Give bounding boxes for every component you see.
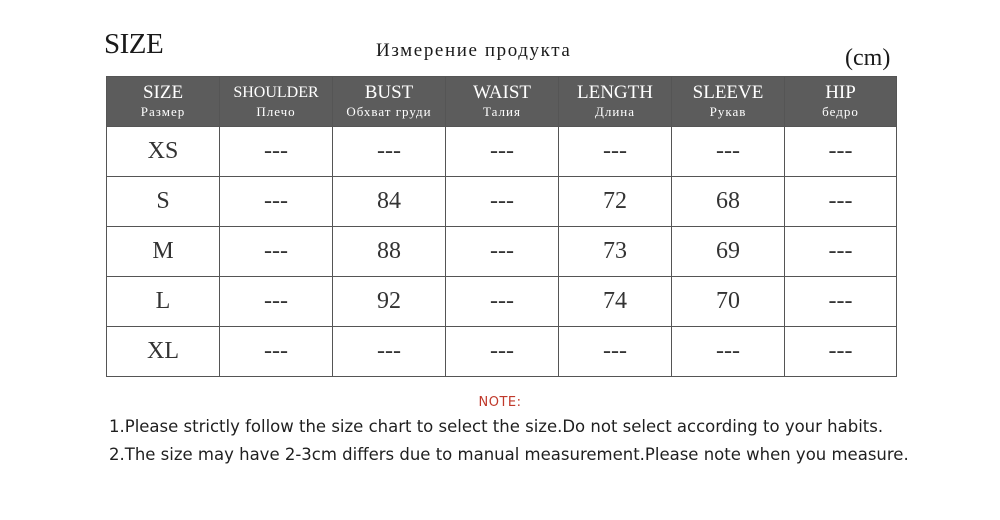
sleeve-cell: 68 <box>672 177 785 227</box>
header-label-en: WAIST <box>472 82 532 103</box>
sleeve-cell: --- <box>672 327 785 377</box>
note-line: 2.The size may have 2-3cm differs due to manual measurement.Please note when you measure. <box>109 445 909 464</box>
header-label-ru: Обхват груди <box>346 104 432 119</box>
shoulder-cell: --- <box>220 127 333 177</box>
header-label-en: LENGTH <box>577 82 653 103</box>
note-label: NOTE: <box>478 395 522 410</box>
header-label-en: SIZE <box>142 82 184 103</box>
size-cell: M <box>107 227 220 277</box>
bust-cell: 92 <box>333 277 446 327</box>
shoulder-cell: --- <box>220 327 333 377</box>
size-cell: S <box>107 177 220 227</box>
note-line: 1.Please strictly follow the size chart to select the size.Do not select according to your habits. <box>109 417 884 436</box>
hip-cell: --- <box>785 127 897 177</box>
waist-cell: --- <box>446 227 559 277</box>
length-cell: 74 <box>559 277 672 327</box>
shoulder-cell: --- <box>220 227 333 277</box>
length-cell: --- <box>559 127 672 177</box>
size-cell: XS <box>107 127 220 177</box>
shoulder-cell: --- <box>220 277 333 327</box>
header-shoulder <box>220 77 333 127</box>
bust-cell: --- <box>333 327 446 377</box>
hip-cell: --- <box>785 277 897 327</box>
sleeve-cell: 69 <box>672 227 785 277</box>
header-label-ru: Талия <box>483 104 521 119</box>
header-label-ru: Плечо <box>256 104 296 119</box>
table-row <box>107 227 897 277</box>
header-label-ru: Рукав <box>709 104 747 119</box>
waist-cell: --- <box>446 177 559 227</box>
waist-cell: --- <box>446 277 559 327</box>
hip-cell: --- <box>785 327 897 377</box>
length-cell: --- <box>559 327 672 377</box>
size-chart-table <box>106 76 897 377</box>
length-cell: 72 <box>559 177 672 227</box>
table-row <box>107 177 897 227</box>
table-row <box>107 127 897 177</box>
header-bust <box>333 77 446 127</box>
size-cell: XL <box>107 327 220 377</box>
header-label-ru: бедро <box>822 104 859 119</box>
hip-cell: --- <box>785 177 897 227</box>
table-header-row <box>107 77 897 127</box>
bust-cell: 88 <box>333 227 446 277</box>
waist-cell: --- <box>446 327 559 377</box>
size-cell: L <box>107 277 220 327</box>
table-row <box>107 327 897 377</box>
size-title: SIZE <box>104 28 164 60</box>
sleeve-cell: --- <box>672 127 785 177</box>
header-waist <box>446 77 559 127</box>
header-size <box>107 77 220 127</box>
shoulder-cell: --- <box>220 177 333 227</box>
header-sleeve <box>672 77 785 127</box>
header-label-en: HIP <box>825 82 856 103</box>
waist-cell: --- <box>446 127 559 177</box>
unit-label: (cm) <box>845 45 891 71</box>
sleeve-cell: 70 <box>672 277 785 327</box>
product-measurement-subtitle: Измерение продукта <box>376 40 572 61</box>
header-label-en: BUST <box>364 82 414 103</box>
table-row <box>107 277 897 327</box>
header-hip <box>785 77 897 127</box>
header-length <box>559 77 672 127</box>
bust-cell: --- <box>333 127 446 177</box>
header-label-en: SLEEVE <box>692 82 764 103</box>
header-label-ru: Размер <box>140 104 186 119</box>
header-label-en: SHOULDER <box>233 84 319 101</box>
header-label-ru: Длина <box>594 104 636 119</box>
length-cell: 73 <box>559 227 672 277</box>
bust-cell: 84 <box>333 177 446 227</box>
hip-cell: --- <box>785 227 897 277</box>
